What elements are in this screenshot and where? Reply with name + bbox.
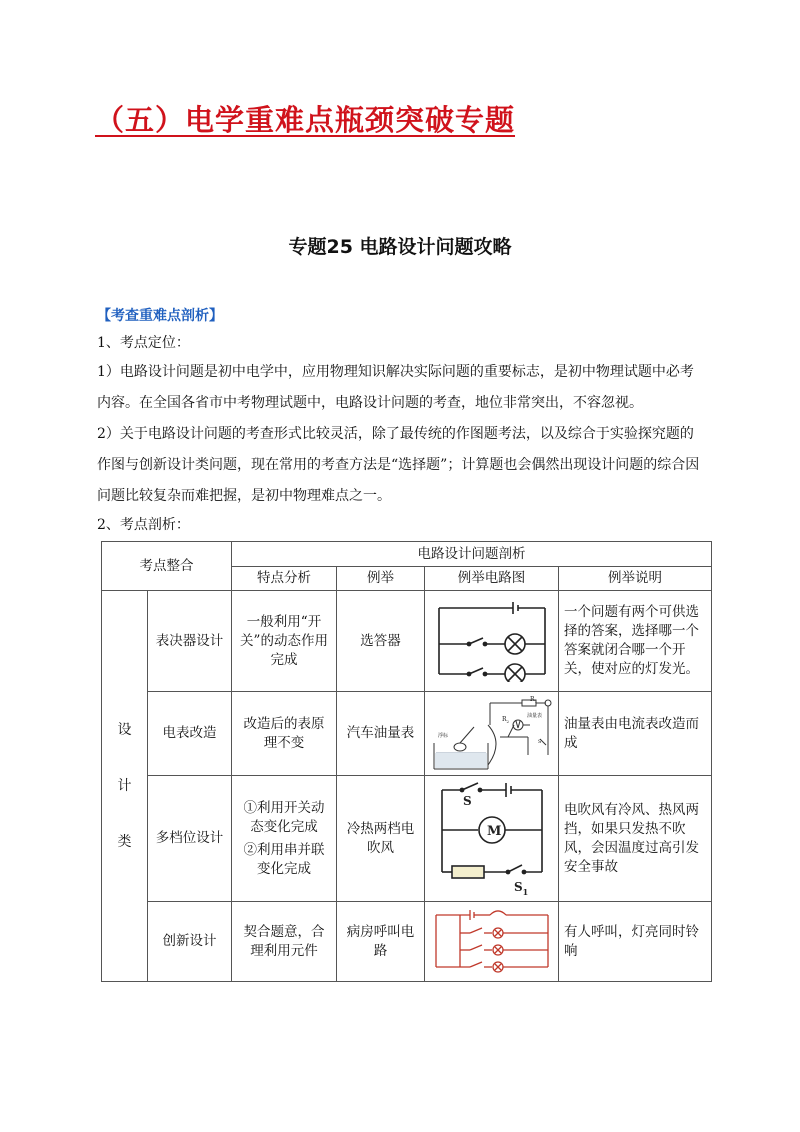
row-example: 冷热两档电吹风 — [337, 776, 425, 902]
category-char: 设 — [117, 722, 132, 738]
row-feature: 改造后的表原理不变 — [232, 692, 337, 776]
ward-call-svg — [430, 907, 554, 977]
header-diagram: 例举电路图 — [425, 567, 559, 591]
analysis-table — [101, 541, 712, 982]
table-row — [102, 776, 712, 902]
hair-dryer-svg — [436, 780, 548, 898]
header-example: 例举 — [337, 567, 425, 591]
header-note: 例举说明 — [559, 567, 712, 591]
row-note: 油量表由电流表改造而成 — [559, 692, 712, 776]
header-feature: 特点分析 — [232, 567, 337, 591]
row-feature — [232, 776, 337, 902]
row-name: 多档位设计 — [148, 776, 232, 902]
fuel-gauge-diagram — [425, 692, 559, 776]
ward-call-diagram — [425, 902, 559, 982]
float-label: 浮标 — [438, 732, 449, 739]
point-heading-1: 1、考点定位： — [97, 335, 190, 351]
point-heading-2: 2、考点剖析： — [97, 517, 190, 533]
banner-title: （五）电学重难点瓶颈突破专题 — [95, 103, 516, 137]
voter-circuit-svg — [433, 600, 551, 682]
gauge-label: 油量表 — [527, 712, 543, 719]
row-feature: 契合题意，合理利用元件 — [232, 902, 337, 982]
switch-s1-label: $S_1$ — [513, 879, 528, 897]
fuel-gauge-svg — [430, 695, 554, 773]
table-row — [102, 692, 712, 776]
page-title: 专题25 电路设计问题攻略 — [288, 236, 512, 258]
row-example: 汽车油量表 — [337, 692, 425, 776]
paragraph-2: 2）关于电路设计问题的考查形式比较灵活，除了最传统的作图题考法，以及综合于实验探究题的作图与创新设计类问题，现在常用的考查方法是“选择题”；计算题也会偶然出现设计问题的综合因问题比较复杂而难把握，是初中物理难点之一。 — [97, 426, 700, 504]
category-cell — [102, 591, 148, 982]
col-group-header: 考点整合 — [102, 542, 232, 591]
feature-line-2: ②利用串并联变化完成 — [243, 841, 325, 877]
feature-line-1: ①利用开关动态变化完成 — [243, 799, 325, 835]
paragraph-1: 1）电路设计问题是初中电学中，应用物理知识解决实际问题的重要标志，是初中物理试题中必考内容。在全国各省市中考物理试题中，电路设计问题的考查，地位非常突出，不容忽视。 — [97, 364, 694, 411]
row-feature: 一般利用“开关”的动态作用完成 — [232, 591, 337, 692]
r2-label: $R_2$ — [502, 715, 510, 724]
switch-label: S — [538, 738, 542, 745]
row-note: 电吹风有冷风、热风两挡，如果只发热不吹风，会因温度过高引发安全事故 — [559, 776, 712, 902]
row-example: 病房呼叫电路 — [337, 902, 425, 982]
voter-circuit-diagram — [425, 591, 559, 692]
main-header: 电路设计问题剖析 — [232, 542, 712, 567]
category-char: 类 — [117, 834, 132, 850]
row-name: 表决器设计 — [148, 591, 232, 692]
row-note: 一个问题有两个可供选择的答案，选择哪一个答案就闭合哪一个开关，使对应的灯发光。 — [559, 591, 712, 692]
section-heading: 【考查重难点剖析】 — [97, 308, 223, 324]
row-name: 电表改造 — [148, 692, 232, 776]
switch-s-label: S — [462, 793, 472, 808]
category-char: 计 — [117, 778, 132, 794]
table-row — [102, 591, 712, 692]
table-row — [102, 902, 712, 982]
row-example: 选答器 — [337, 591, 425, 692]
hair-dryer-diagram — [425, 776, 559, 902]
r1-label: $R_1$ — [530, 695, 538, 704]
motor-label: M — [486, 823, 501, 839]
row-name: 创新设计 — [148, 902, 232, 982]
row-note: 有人呼叫，灯亮同时铃响 — [559, 902, 712, 982]
